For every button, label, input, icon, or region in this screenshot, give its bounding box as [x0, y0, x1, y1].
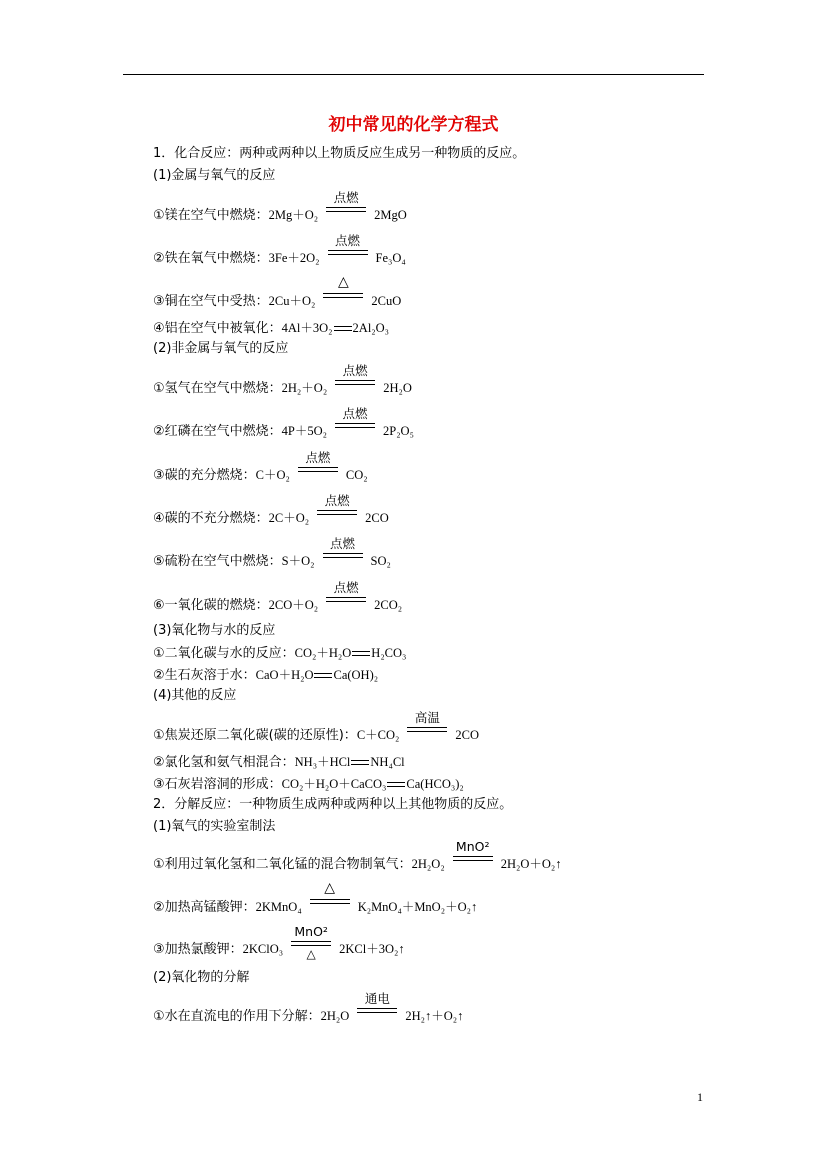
equation-line: ③碳的充分燃烧：C＋O₂ 点燃 CO₂ [153, 450, 368, 483]
equation-line: ②红磷在空气中燃烧：4P＋5O₂ 点燃 2P₂O₅ [153, 406, 414, 439]
equation-line: ①镁在空气中燃烧：2Mg＋O₂ 点燃 2MgO [153, 190, 407, 223]
equation-line: ③石灰岩溶洞的形成：CO₂＋H₂O＋CaCO₃ Ca(HCO₃)₂ [153, 777, 464, 792]
equation-line: ①水在直流电的作用下分解：2H₂O 通电 2H₂↑＋O₂↑ [153, 991, 464, 1024]
equation-line: ⑤硫粉在空气中燃烧：S＋O₂ 点燃 SO₂ [153, 536, 391, 569]
equation-line: ③铜在空气中受热：2Cu＋O₂ △ 2CuO [153, 274, 402, 309]
equation-line: ②铁在氧气中燃烧：3Fe＋2O₂ 点燃 Fe₃O₄ [153, 233, 406, 266]
subsection-heading: (4)其他的反应 [153, 688, 237, 703]
equation-line: ①二氧化碳与水的反应：CO₂＋H₂O H₂CO₃ [153, 646, 407, 661]
equation-line: ①焦炭还原二氧化碳(碳的还原性)：C＋CO₂ 高温 2CO [153, 710, 479, 743]
equation-line: ②氯化氢和氨气相混合：NH₃＋HCl NH₄Cl [153, 755, 405, 770]
page-number: 1 [697, 1090, 703, 1104]
subsection-heading: (1)氧气的实验室制法 [153, 819, 276, 834]
equation-line: ③加热氯酸钾：2KClO₃ MnO² △ 2KCl＋3O₂↑ [153, 924, 405, 961]
equation-line: ①利用过氧化氢和二氧化锰的混合物制氧气：2H₂O₂ MnO² 2H₂O＋O₂↑ [153, 839, 562, 872]
subsection-heading: (2)氧化物的分解 [153, 970, 250, 985]
equation-line: ②加热高锰酸钾：2KMnO₄ △ K₂MnO₄＋MnO₂＋O₂↑ [153, 880, 478, 915]
section-heading: 2．分解反应：一种物质生成两种或两种以上其他物质的反应。 [153, 797, 513, 812]
header-rule [123, 74, 704, 75]
equation-line: ④铝在空气中被氧化：4Al＋3O₂ 2Al₂O₃ [153, 321, 390, 336]
subsection-heading: (3)氧化物与水的反应 [153, 623, 276, 638]
subsection-heading: (2)非金属与氧气的反应 [153, 341, 289, 356]
subsection-heading: (1)金属与氧气的反应 [153, 168, 276, 183]
equation-line: ②生石灰溶于水：CaO＋H₂O Ca(OH)₂ [153, 668, 379, 683]
page-title: 初中常见的化学方程式 [328, 115, 499, 135]
section-heading: 1．化合反应：两种或两种以上物质反应生成另一种物质的反应。 [153, 146, 526, 161]
equation-line: ④碳的不充分燃烧：2C＋O₂ 点燃 2CO [153, 493, 389, 526]
equation-line: ①氢气在空气中燃烧：2H₂＋O₂ 点燃 2H₂O [153, 363, 412, 396]
equation-line: ⑥一氧化碳的燃烧：2CO＋O₂ 点燃 2CO₂ [153, 580, 403, 613]
